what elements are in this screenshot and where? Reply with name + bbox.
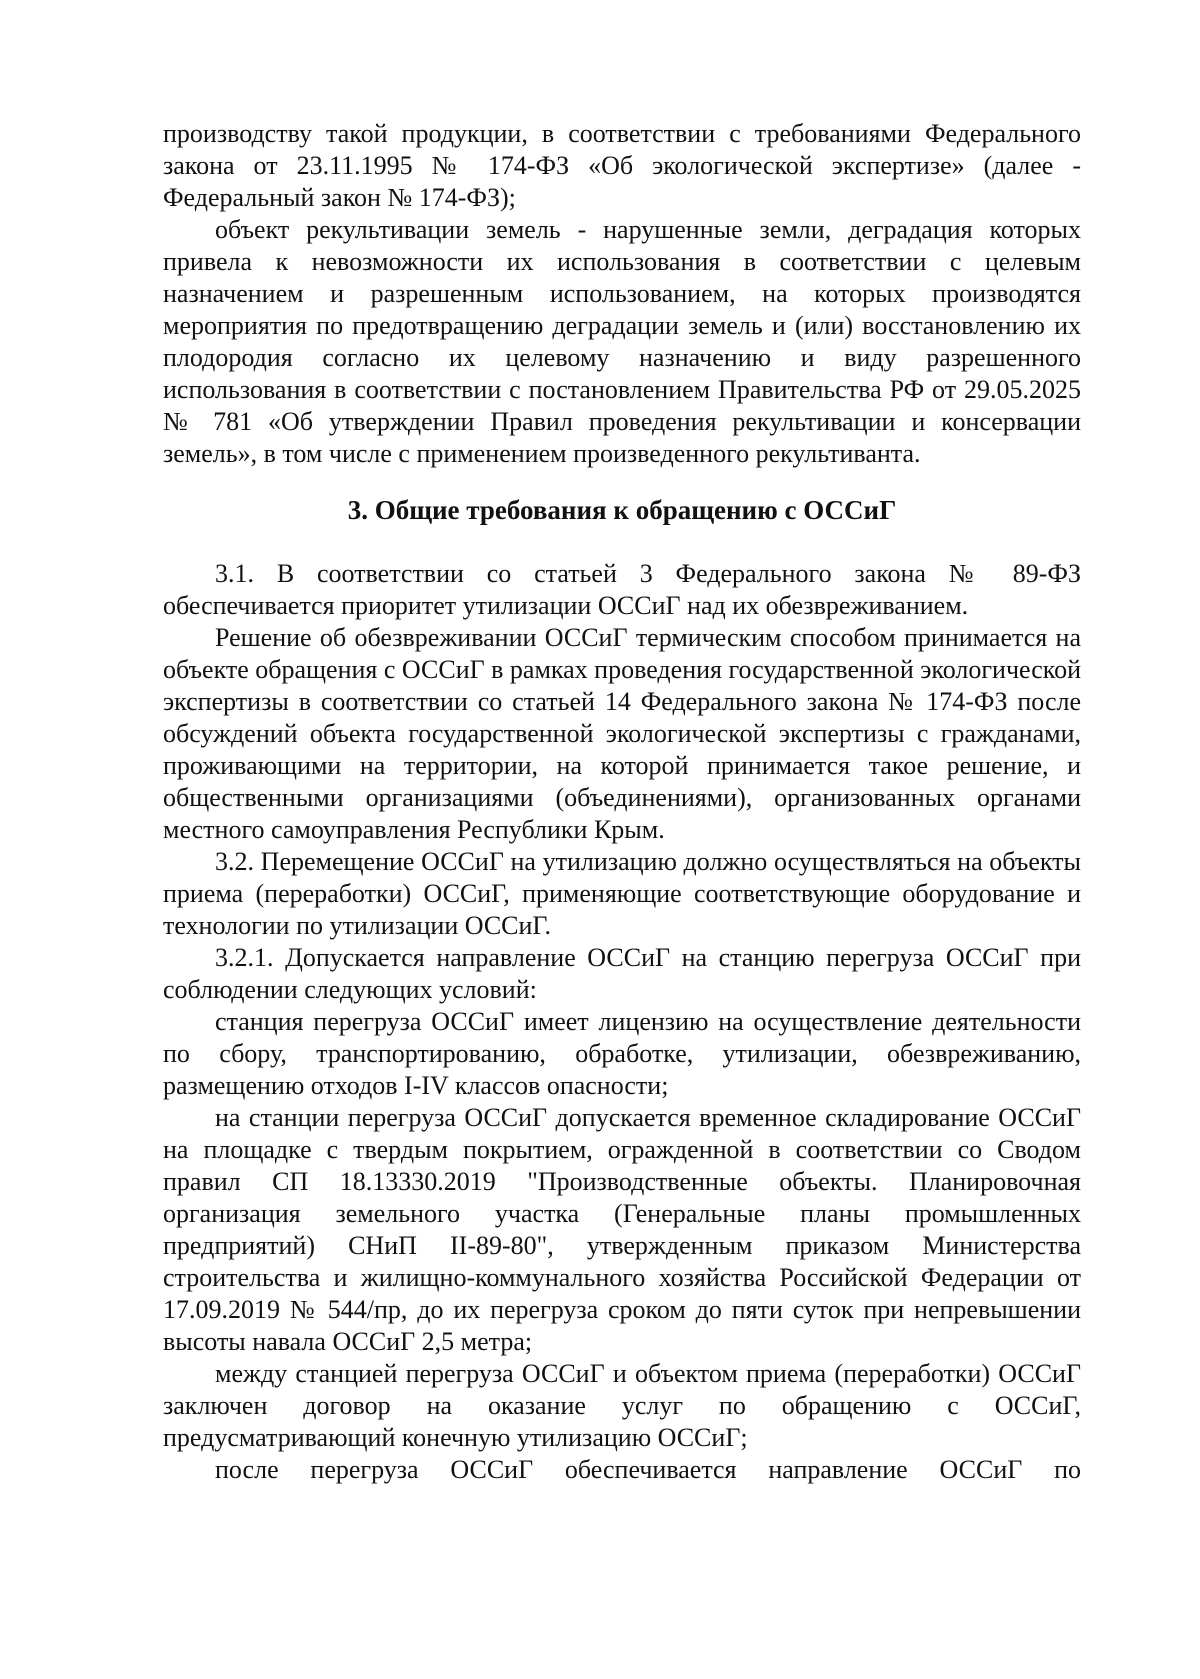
paragraph-after-transfer: после перегруза ОССиГ обеспечивается направление ОССиГ по <box>215 1455 1081 1484</box>
paragraph-thermal-decision: Решение об обезвреживании ОССиГ термическим способом принимается на объекте обращения с ОССиГ в рамках проведения государственной экологической экспертизы в соответствии со статьей 14 Федерального закона № 174-ФЗ после обсуждений объекта государственной экологической экспертизы с гражданами, проживающими на территории, на которой принимается такое решение, и общественными организациями (объединениями), организованных органами местного самоуправления Республики Крым. <box>163 623 1081 844</box>
paragraph-condition-storage: на станции перегруза ОССиГ допускается временное складирование ОССиГ на площадке с твердым покрытием, огражденной в соответствии со Сводом правил СП 18.13330.2019 "Производственные объекты. Планировочная организация земельного участка (Генеральные планы промышленных предприятий) СНиП II-89-80", утвержденным приказом Министерства строительства и жилищно-коммунального хозяйства Российской Федерации от 17.09.2019 № 544/пр, до их перегруза сроком до пяти суток при непревышении высоты навала ОССиГ 2,5 метра; <box>163 1103 1081 1356</box>
paragraph-condition-license: станция перегруза ОССиГ имеет лицензию на осуществление деятельности по сбору, транспортированию, обработке, утилизации, обезвреживанию, размещению отходов I-IV классов опасности; <box>163 1007 1081 1100</box>
paragraph-continuation: производству такой продукции, в соответствии с требованиями Федерального закона от 23.11.1995 № 174-ФЗ «Об экологической экспертизе» (далее - Федеральный закон № 174-ФЗ); <box>163 119 1081 212</box>
paragraph-3-2-1: 3.2.1. Допускается направление ОССиГ на станцию перегруза ОССиГ при соблюдении следующих условий: <box>163 943 1081 1004</box>
section-heading: 3. Общие требования к обращению с ОССиГ <box>347 495 897 525</box>
paragraph-3-2: 3.2. Перемещение ОССиГ на утилизацию должно осуществляться на объекты приема (переработки) ОССиГ, применяющие соответствующие оборудование и технологии по утилизации ОССиГ. <box>163 847 1081 940</box>
paragraph-condition-contract: между станцией перегруза ОССиГ и объектом приема (переработки) ОССиГ заключен договор на оказание услуг по обращению с ОССиГ, предусматривающий конечную утилизацию ОССиГ; <box>163 1359 1081 1452</box>
paragraph-definition-reclamation-object: объект рекультивации земель - нарушенные земли, деградация которых привела к невозможности их использования в соответствии с целевым назначением и разрешенным использованием, на которых производятся мероприятия по предотвращению деградации земель и (или) восстановлению их плодородия согласно их целевому назначению и виду разрешенного использования в соответствии с постановлением Правительства РФ от 29.05.2025 № 781 «Об утверждении Правил проведения рекультивации и консервации земель», в том числе с применением произведенного рекультиванта. <box>163 215 1081 468</box>
paragraph-3-1: 3.1. В соответствии со статьей 3 Федерального закона № 89-ФЗ обеспечивается приоритет утилизации ОССиГ над их обезвреживанием. <box>163 559 1081 620</box>
document-body <box>163 118 1081 1486</box>
